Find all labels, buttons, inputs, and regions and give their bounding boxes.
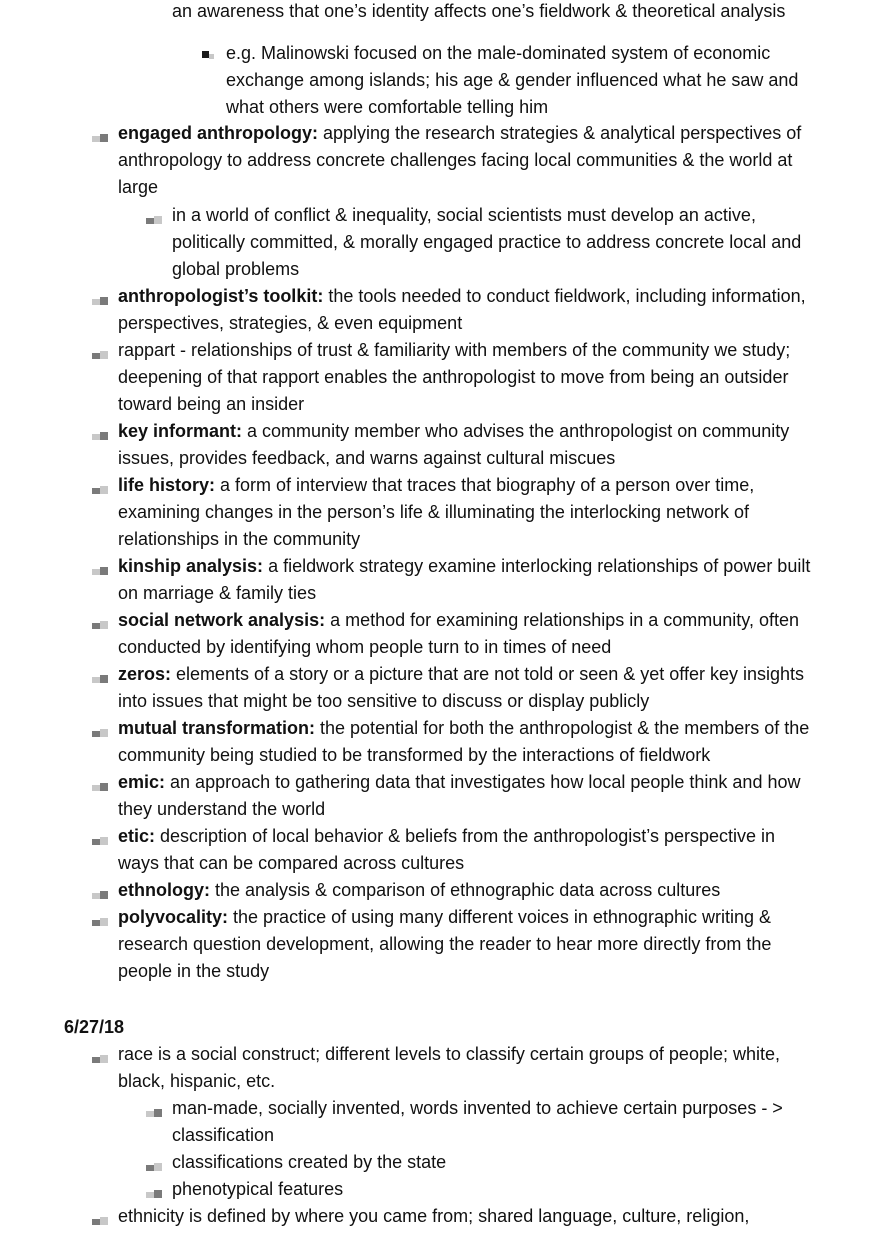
- bullet-icon: [146, 1156, 168, 1170]
- bullet-icon: [92, 776, 114, 790]
- item-text: description of local behavior & beliefs from the anthropologist’s perspective in ways that can be compared across cultures: [118, 826, 776, 873]
- bullet-icon: [146, 1183, 168, 1197]
- item-text: elements of a story or a picture that are not told or seen & yet offer key insights into issues that might be too sensitive to discuss or display publicly: [118, 664, 805, 711]
- bullet-icon: [92, 290, 114, 304]
- term-label: anthropologist’s toolkit:: [118, 286, 324, 306]
- list-item: [118, 904, 818, 985]
- item-text: a form of interview that traces that biography of a person over time, examining changes in the person’s life & illuminating the interlocking network of relationships in the community: [118, 475, 755, 549]
- item-text: phenotypical features: [172, 1179, 344, 1199]
- term-label: ethnology:: [118, 880, 210, 900]
- item-text: the tools needed to conduct fieldwork, including information, perspectives, strategies, & even equipment: [118, 286, 806, 333]
- term-label: mutual transformation:: [118, 718, 316, 738]
- list-item: [172, 202, 817, 283]
- list-item: [118, 553, 818, 607]
- item-text: in a world of conflict & inequality, social scientists must develop an active, politically committed, & morally engaged practice to address concrete local and global problems: [172, 205, 802, 279]
- list-item: [118, 715, 818, 769]
- bullet-icon: [92, 344, 114, 358]
- bullet-icon: [92, 911, 114, 925]
- item-text: classifications created by the state: [172, 1152, 447, 1172]
- term-label: key informant:: [118, 421, 243, 441]
- list-item: [118, 607, 818, 661]
- term-label: engaged anthropology:: [118, 123, 318, 143]
- list-item: [118, 661, 818, 715]
- bullet-icon: [146, 1102, 168, 1116]
- item-text: man-made, socially invented, words invented to achieve certain purposes - > classification: [172, 1098, 783, 1145]
- list-item: [118, 769, 818, 823]
- bullet-icon: [92, 884, 114, 898]
- item-text: a community member who advises the anthropologist on community issues, provides feedback, and warns against cultural miscues: [118, 421, 790, 468]
- list-item: [172, 1149, 817, 1176]
- date-heading: 6/27/18: [64, 1017, 125, 1037]
- term-label: life history:: [118, 475, 216, 495]
- bullet-icon: [146, 209, 168, 223]
- list-item: [118, 120, 818, 201]
- bullet-icon: [92, 127, 114, 141]
- item-text: the analysis & comparison of ethnographic data across cultures: [210, 880, 721, 900]
- item-text: ethnicity is defined by where you came from; shared language, culture, religion,: [118, 1206, 750, 1226]
- list-item: [118, 283, 818, 337]
- list-item: [118, 877, 818, 904]
- bullet-icon: [92, 668, 114, 682]
- term-label: polyvocality:: [118, 907, 229, 927]
- bullet-icon: [92, 614, 114, 628]
- item-text: a fieldwork strategy examine interlocking relationships of power built on marriage & family ties: [118, 556, 811, 603]
- bullet-icon: [92, 560, 114, 574]
- item-text: the potential for both the anthropologist & the members of the community being studied to be transformed by the interactions of fieldwork: [118, 718, 810, 765]
- bullet-icon: [92, 425, 114, 439]
- list-item: [118, 337, 818, 418]
- list-item: [172, 1095, 817, 1149]
- term-label: zeros:: [118, 664, 172, 684]
- bullet-icon: [92, 830, 114, 844]
- bullet-icon: [92, 722, 114, 736]
- list-item: [118, 418, 818, 472]
- list-item: [118, 823, 818, 877]
- bullet-icon: [92, 479, 114, 493]
- term-label: social network analysis:: [118, 610, 326, 630]
- continued-note-text: an awareness that one’s identity affects one’s fieldwork & theoretical analysis: [172, 1, 786, 21]
- bullet-icon: [92, 1210, 114, 1224]
- item-text: the practice of using many different voices in ethnographic writing & research question development, allowing the reader to hear more directly from the people in the study: [118, 907, 772, 981]
- term-label: kinship analysis:: [118, 556, 264, 576]
- term-label: emic:: [118, 772, 166, 792]
- item-text: rappart - relationships of trust & familiarity with members of the community we study; deepening of that rapport enables the anthropologist to move from being an outsider toward being an insider: [118, 340, 791, 414]
- term-label: etic:: [118, 826, 156, 846]
- bullet-icon: [92, 1048, 114, 1062]
- bullet-icon: [200, 45, 222, 59]
- list-item: [118, 1203, 818, 1230]
- item-text: race is a social construct; different levels to classify certain groups of people; white, black, hispanic, etc.: [118, 1044, 780, 1091]
- list-item: [172, 1176, 817, 1203]
- list-item: [118, 472, 818, 553]
- item-text: a method for examining relationships in a community, often conducted by identifying whom people turn to in times of need: [118, 610, 799, 657]
- item-text: applying the research strategies & analytical perspectives of anthropology to address concrete challenges facing local communities & the world at large: [118, 123, 802, 197]
- list-item: [118, 1041, 818, 1095]
- item-text: an approach to gathering data that investigates how local people think and how they understand the world: [118, 772, 801, 819]
- item-text: e.g. Malinowski focused on the male-dominated system of economic exchange among islands; his age & gender influenced what he saw and what others were comfortable telling him: [226, 43, 799, 117]
- list-item: [226, 40, 821, 121]
